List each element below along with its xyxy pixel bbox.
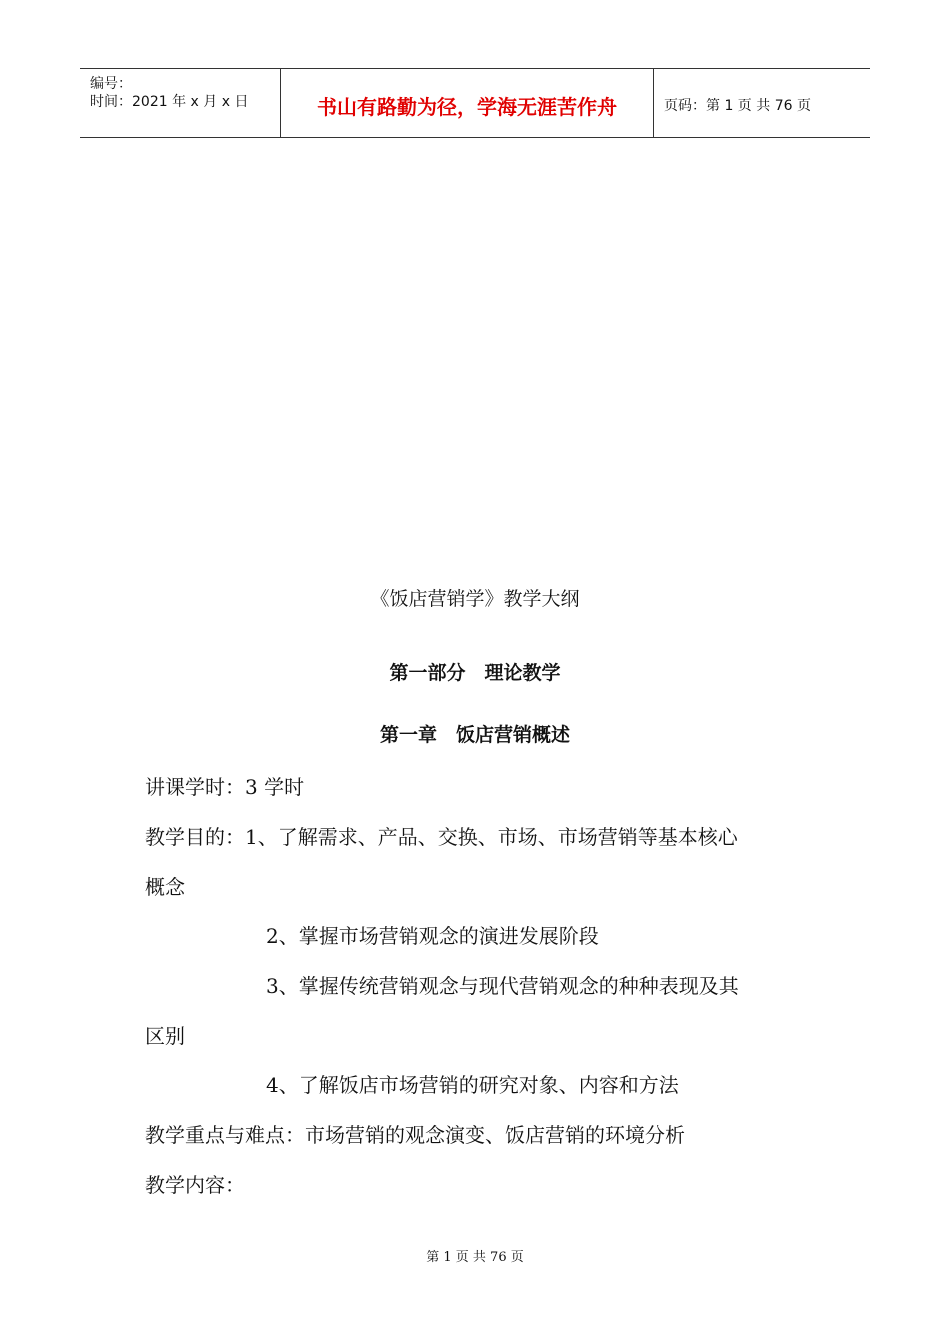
teaching-goal-3: 3、掌握传统营销观念与现代营销观念的种种表现及其 xyxy=(266,974,739,998)
part-title: 第一部分 理论教学 xyxy=(389,662,561,684)
lecture-hours: 讲课学时：3 学时 xyxy=(145,775,305,799)
page-footer: 第 1 页 共 76 页 xyxy=(426,1250,524,1265)
teaching-goal-4: 4、了解饭店市场营销的研究对象、内容和方法 xyxy=(266,1073,679,1097)
key-points: 教学重点与难点：市场营销的观念演变、饭店营销的环境分析 xyxy=(145,1123,685,1147)
teaching-content-label: 教学内容： xyxy=(145,1173,245,1197)
document-title: 《饭店营销学》教学大纲 xyxy=(370,588,580,610)
page-info: 页码：第 1 页 共 76 页 xyxy=(664,98,811,114)
document-header xyxy=(80,68,870,138)
header-meta-cell xyxy=(80,69,281,137)
teaching-goal-2: 2、掌握市场营销观念的演进发展阶段 xyxy=(266,924,599,948)
teaching-goal-1-cont: 概念 xyxy=(145,875,185,899)
chapter-title: 第一章 饭店营销概述 xyxy=(379,724,570,746)
header-page-cell xyxy=(654,69,870,137)
header-motto-cell xyxy=(281,69,654,137)
teaching-goal-3-cont: 区别 xyxy=(145,1024,185,1048)
teaching-goal-1: 教学目的：1、了解需求、产品、交换、市场、市场营销等基本核心 xyxy=(145,825,738,849)
number-label: 编号： xyxy=(90,76,132,92)
time-label: 时间：2021 年 x 月 x 日 xyxy=(90,94,249,110)
motto-text: 书山有路勤为径，学海无涯苦作舟 xyxy=(317,95,617,119)
